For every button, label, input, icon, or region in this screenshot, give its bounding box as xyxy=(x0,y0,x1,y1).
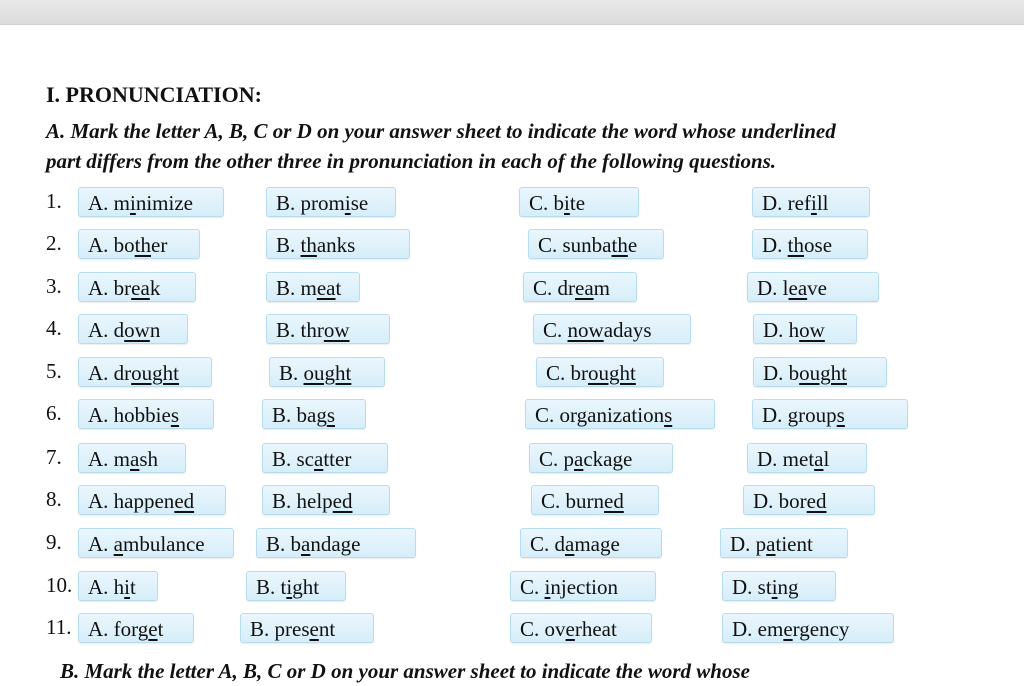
option-text-after: mbulance xyxy=(123,532,205,556)
option-text-after: n xyxy=(149,318,161,342)
option-underlined-part: a xyxy=(113,532,123,556)
option-text-before: B. pres xyxy=(250,617,310,641)
answer-option[interactable] xyxy=(722,571,836,601)
option-underlined-part: i xyxy=(810,191,817,215)
option-text-after: l xyxy=(823,447,830,471)
option-text-after: se xyxy=(350,191,369,215)
option-text-before: D. ref xyxy=(762,191,811,215)
answer-option[interactable] xyxy=(246,571,346,601)
option-underlined-part: ea xyxy=(131,276,150,300)
option-text-after: ve xyxy=(807,276,827,300)
option-underlined-part: th xyxy=(300,233,317,257)
option-text-before: A. m xyxy=(88,447,130,471)
option-text-after: adays xyxy=(603,318,652,342)
option-underlined-part: a xyxy=(574,447,584,471)
option-underlined-part: a xyxy=(565,532,575,556)
answer-option[interactable] xyxy=(752,187,870,217)
answer-option[interactable] xyxy=(743,485,875,515)
option-text-after: e xyxy=(627,233,638,257)
option-text-before: A. m xyxy=(88,191,130,215)
option-underlined-part: i xyxy=(124,575,131,599)
answer-option[interactable] xyxy=(269,357,385,387)
option-text-after: k xyxy=(149,276,161,300)
option-underlined-part: ea xyxy=(788,276,808,300)
answer-option[interactable] xyxy=(525,399,715,429)
question-number: 6. xyxy=(46,401,62,425)
option-underlined-part: i xyxy=(286,575,293,599)
option-underlined-part: ed xyxy=(174,489,195,513)
question-number: 5. xyxy=(46,359,62,383)
option-text-before: D. l xyxy=(757,276,789,300)
answer-option[interactable] xyxy=(753,314,857,344)
option-text-before: C. sunba xyxy=(538,233,612,257)
answer-option[interactable] xyxy=(266,229,410,259)
option-text-before: D. b xyxy=(763,361,800,385)
question-number: 8. xyxy=(46,487,62,511)
option-text-before: C. organization xyxy=(535,403,665,427)
option-text-before: C. d xyxy=(530,532,566,556)
answer-option[interactable] xyxy=(262,485,390,515)
option-text-before: B. thr xyxy=(276,318,324,342)
option-underlined-part: ought xyxy=(303,361,352,385)
answer-option[interactable] xyxy=(536,357,664,387)
option-underlined-part: i xyxy=(564,191,570,215)
option-underlined-part: ow xyxy=(799,318,825,342)
option-underlined-part: i xyxy=(130,191,136,215)
answer-option[interactable] xyxy=(533,314,691,344)
option-underlined-part: a xyxy=(130,447,140,471)
option-text-before: D. met xyxy=(757,447,815,471)
option-underlined-part: th xyxy=(134,233,152,257)
option-text-before: C. br xyxy=(546,361,588,385)
answer-option[interactable] xyxy=(78,314,188,344)
option-text-after: nimize xyxy=(135,191,193,215)
option-underlined-part: ought xyxy=(131,361,180,385)
option-text-after: ckage xyxy=(583,447,633,471)
option-text-before: B. m xyxy=(276,276,317,300)
answer-option[interactable] xyxy=(722,613,894,643)
option-underlined-part: ow xyxy=(124,318,150,342)
question-number: 7. xyxy=(46,445,62,469)
option-text-before: D. st xyxy=(732,575,772,599)
answer-option[interactable] xyxy=(529,443,673,473)
answer-option[interactable] xyxy=(240,613,374,643)
answer-option[interactable] xyxy=(78,443,186,473)
question-number: 9. xyxy=(46,530,62,554)
option-text-before: D. h xyxy=(763,318,800,342)
answer-option[interactable] xyxy=(519,187,639,217)
answer-option[interactable] xyxy=(520,528,662,558)
question-number: 10. xyxy=(46,573,73,597)
answer-option[interactable] xyxy=(747,443,867,473)
option-text-before: A. happen xyxy=(88,489,175,513)
option-text-after: rgency xyxy=(792,617,850,641)
option-text-before: A. xyxy=(88,532,114,556)
window-top-bar xyxy=(0,0,1024,25)
option-text-after: sh xyxy=(139,447,159,471)
option-underlined-part: e xyxy=(565,617,575,641)
option-text-after: ll xyxy=(816,191,829,215)
option-underlined-part: th xyxy=(611,233,628,257)
option-underlined-part: e xyxy=(309,617,319,641)
option-text-after: ndage xyxy=(310,532,361,556)
option-text-before: C. p xyxy=(539,447,575,471)
option-text-before: C. b xyxy=(529,191,565,215)
question-number: 11. xyxy=(46,615,72,639)
option-text-before: B. help xyxy=(272,489,333,513)
option-text-before: A. forg xyxy=(88,617,149,641)
answer-option[interactable] xyxy=(78,272,196,302)
option-text-before: A. hobbie xyxy=(88,403,171,427)
option-text-before: B. sc xyxy=(272,447,314,471)
option-text-after: njection xyxy=(550,575,619,599)
answer-option[interactable] xyxy=(510,571,656,601)
option-underlined-part: ought xyxy=(799,361,848,385)
option-underlined-part: ed xyxy=(604,489,624,513)
option-underlined-part: e xyxy=(783,617,793,641)
option-underlined-part: ed xyxy=(332,489,353,513)
option-underlined-part: i xyxy=(344,191,351,215)
answer-option[interactable] xyxy=(256,528,416,558)
option-underlined-part: s xyxy=(326,403,336,427)
answer-option[interactable] xyxy=(78,528,234,558)
option-text-before: D. em xyxy=(732,617,784,641)
option-underlined-part: e xyxy=(148,617,158,641)
option-text-before: A. h xyxy=(88,575,125,599)
answer-option[interactable] xyxy=(747,272,879,302)
option-text-after: ose xyxy=(804,233,833,257)
answer-option[interactable] xyxy=(262,443,388,473)
option-underlined-part: a xyxy=(314,447,324,471)
option-text-after: anks xyxy=(316,233,356,257)
answer-option[interactable] xyxy=(78,485,226,515)
option-text-before: D. p xyxy=(730,532,767,556)
option-underlined-part: s xyxy=(836,403,845,427)
option-text-after: t xyxy=(130,575,136,599)
answer-option[interactable] xyxy=(78,613,194,643)
option-text-before: C. burn xyxy=(541,489,604,513)
option-text-before: B. xyxy=(276,233,301,257)
answer-option[interactable] xyxy=(78,571,158,601)
option-underlined-part: ea xyxy=(316,276,336,300)
option-text-after: mage xyxy=(574,532,620,556)
question-number: 4. xyxy=(46,316,62,340)
option-text-before: B. b xyxy=(266,532,302,556)
answer-option[interactable] xyxy=(78,357,212,387)
option-text-before: B. prom xyxy=(276,191,345,215)
answer-option[interactable] xyxy=(266,314,390,344)
option-text-after: tient xyxy=(775,532,813,556)
answer-option[interactable] xyxy=(752,229,868,259)
option-underlined-part: i xyxy=(771,575,778,599)
option-text-before: A. dr xyxy=(88,361,132,385)
answer-option[interactable] xyxy=(266,187,396,217)
option-underlined-part: a xyxy=(301,532,311,556)
next-instruction-text: B. Mark the letter A, B, C or D on your answer sheet to indicate the word whose xyxy=(60,659,750,683)
answer-option[interactable] xyxy=(78,229,200,259)
option-text-before: C. xyxy=(543,318,568,342)
answer-option[interactable] xyxy=(531,485,659,515)
option-text-after: t xyxy=(335,276,342,300)
option-text-before: B. xyxy=(279,361,304,385)
option-underlined-part: a xyxy=(814,447,824,471)
question-number: 3. xyxy=(46,274,62,298)
answer-option[interactable] xyxy=(78,187,224,217)
answer-option[interactable] xyxy=(262,399,366,429)
option-text-after: t xyxy=(157,617,164,641)
answer-option[interactable] xyxy=(528,229,664,259)
option-text-before: B. bag xyxy=(272,403,327,427)
section-heading: I. PRONUNCIATION: xyxy=(46,82,262,107)
instruction-line-1: A. Mark the letter A, B, C or D on your answer sheet to indicate the word whose underlined xyxy=(46,119,836,143)
instruction-line-2: part differs from the other three in pronunciation in each of the following questions. xyxy=(46,149,777,173)
answer-option[interactable] xyxy=(720,528,848,558)
option-underlined-part: ow xyxy=(323,318,350,342)
option-underlined-part: a xyxy=(766,532,776,556)
option-text-after: rheat xyxy=(574,617,617,641)
option-underlined-part: ought xyxy=(588,361,636,385)
option-text-after: te xyxy=(569,191,586,215)
option-text-before: A. br xyxy=(88,276,132,300)
option-text-before: D. group xyxy=(762,403,837,427)
option-text-after: ng xyxy=(777,575,799,599)
instruction xyxy=(46,116,836,176)
option-underlined-part: ea xyxy=(575,276,594,300)
option-underlined-part: ed xyxy=(806,489,827,513)
option-text-after: tter xyxy=(323,447,352,471)
option-text-before: C. dr xyxy=(533,276,575,300)
option-text-after: m xyxy=(593,276,610,300)
option-text-after: ght xyxy=(292,575,320,599)
option-underlined-part: s xyxy=(664,403,673,427)
answer-option[interactable] xyxy=(753,357,887,387)
answer-option[interactable] xyxy=(510,613,652,643)
option-text-after: er xyxy=(151,233,168,257)
option-text-before: D. bor xyxy=(753,489,807,513)
option-underlined-part: s xyxy=(170,403,180,427)
question-number: 2. xyxy=(46,231,62,255)
option-text-before: A. d xyxy=(88,318,125,342)
next-instruction-cutoff xyxy=(60,656,920,683)
option-underlined-part: th xyxy=(787,233,805,257)
option-text-before: C. xyxy=(520,575,545,599)
answer-option[interactable] xyxy=(523,272,637,302)
option-underlined-part: now xyxy=(567,318,604,342)
option-underlined-part: i xyxy=(544,575,551,599)
option-text-before: D. xyxy=(762,233,788,257)
option-text-before: B. t xyxy=(256,575,287,599)
answer-option[interactable] xyxy=(266,272,360,302)
option-text-before: A. bo xyxy=(88,233,135,257)
answer-option[interactable] xyxy=(78,399,214,429)
answer-option[interactable] xyxy=(752,399,908,429)
option-text-after: nt xyxy=(318,617,336,641)
option-text-before: C. ov xyxy=(520,617,566,641)
question-number: 1. xyxy=(46,189,62,213)
